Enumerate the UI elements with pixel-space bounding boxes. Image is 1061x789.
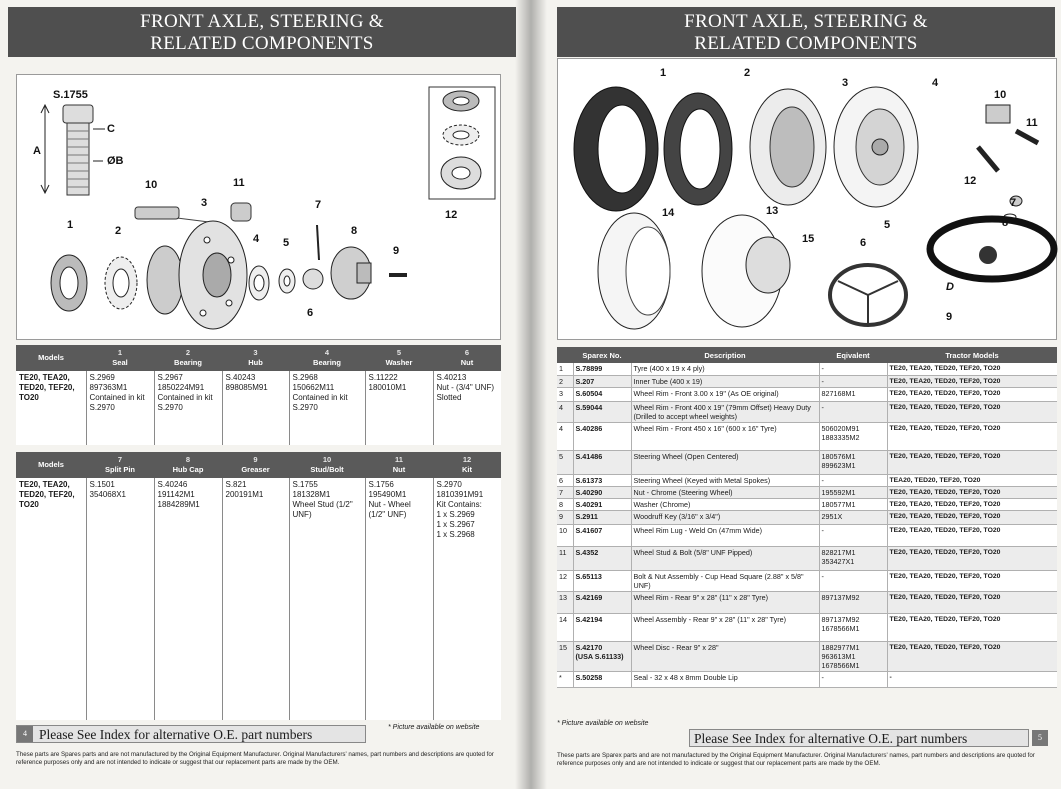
cell-models: TEA20, TED20, TEF20, TO20 (887, 474, 1057, 486)
cell-num: 5 (557, 450, 573, 474)
callout-2: 2 (744, 67, 751, 79)
cell-equiv: - (819, 401, 887, 422)
table-cell: S.40243 898085M91 (222, 371, 289, 445)
cell-ref: S.42169 (573, 591, 631, 613)
wheels-illustration (558, 59, 1058, 341)
table-cell: S.821 200191M1 (222, 478, 289, 720)
disclaimer: These parts are Spares parts and are not manufactured by the Original Equipment Manufacturer. Original Manufacturers' names, part numbers and descriptions are quoted for reference purposes only and are not intended to indicate or suggest that our replacement parts are made by the OEM. (16, 751, 494, 766)
header-seal: Seal (112, 358, 128, 367)
header-washer: Washer (385, 358, 413, 367)
hub-parts-illustration (17, 75, 502, 341)
page-title (8, 7, 516, 57)
callout-11: 11 (1026, 117, 1038, 129)
table-row (557, 613, 1057, 641)
cell-desc: Bolt & Nut Assembly - Cup Head Square (2.88" x 5/8" UNF) (631, 570, 819, 591)
disclaimer: These parts are Sparex parts and are not manufactured by the Original Equipment Manufacturer. Original Manufacturers' names, part numbers and descriptions are quoted for reference purposes only and are not intended to indicate or suggest that our replacement parts are made by the OEM. (557, 752, 1035, 767)
callout-5: 5 (884, 219, 891, 231)
cell-desc: Woodruff Key (3/16" x 3/4") (631, 510, 819, 524)
cell-models: TE20, TEA20, TED20, TEF20, TO20 (887, 498, 1057, 510)
header-hub: Hub (248, 358, 263, 367)
cell-num: 11 (557, 546, 573, 570)
cell-models: TE20, TEA20, TED20, TEF20, TO20 (887, 524, 1057, 546)
page-number: 4 (17, 726, 33, 742)
cell-ref: S.40290 (573, 486, 631, 498)
table-header-row (557, 347, 1057, 363)
cell-ref: S.50258 (573, 671, 631, 687)
header-bearing: Bearing (174, 358, 202, 367)
table-cell: S.40246 191142M1 1884289M1 (154, 478, 222, 720)
cell-desc: Steering Wheel (Open Centered) (631, 450, 819, 474)
cell-equiv: - (819, 375, 887, 387)
table-cell: S.2970 1810391M91 Kit Contains: 1 x S.2969 1 x S.2967 1 x S.2968 (436, 480, 484, 539)
cell-equiv: 180576M1 899623M1 (819, 450, 887, 474)
header-description: Description (631, 347, 819, 363)
cell-equiv: - (819, 363, 887, 375)
parts-list-table (557, 347, 1057, 688)
cell-ref: S.207 (573, 375, 631, 387)
cell-num: 9 (557, 510, 573, 524)
table-row (557, 363, 1057, 375)
header-stud-bolt: Stud/Bolt (310, 465, 344, 474)
cell-ref: S.2911 (573, 510, 631, 524)
cell-ref: S.41486 (573, 450, 631, 474)
header-split-pin: Split Pin (105, 465, 135, 474)
cell-models: TE20, TEA20, TED20, TEF20, TO20 (887, 387, 1057, 401)
picture-note: * Picture available on website (557, 720, 649, 727)
cell-desc: Wheel Rim - Front 400 x 19" (79mm Offset) Heavy Duty (Drilled to accept wheel weights) (631, 401, 819, 422)
cell-ref: S.40291 (573, 498, 631, 510)
parts-table-2 (16, 452, 501, 720)
table-row (557, 422, 1057, 450)
header-hub-cap: Hub Cap (172, 465, 204, 474)
table-row (557, 401, 1057, 422)
cell-num: 1 (557, 363, 573, 375)
wheel-stud-drawing (63, 105, 93, 195)
callout-1: 1 (67, 219, 74, 231)
cell-num: 6 (557, 474, 573, 486)
dimension-c-label: C (107, 123, 115, 135)
table-row (557, 524, 1057, 546)
table-row (557, 671, 1057, 687)
callout-15: 15 (802, 233, 815, 245)
dimension-d-label: D (946, 281, 954, 293)
table-row (557, 486, 1057, 498)
callout-3: 3 (201, 197, 208, 209)
table-row (557, 591, 1057, 613)
cell-ref: S.65113 (573, 570, 631, 591)
wheels-steering-diagram (557, 58, 1057, 340)
cell-models: TE20, TEA20, TED20, TEF20, TO20 (887, 375, 1057, 387)
cell-ref: S.41607 (573, 524, 631, 546)
title-line-2: RELATED COMPONENTS (694, 33, 918, 54)
table-row (557, 641, 1057, 671)
callout-7: 7 (1010, 197, 1017, 209)
cell-models: TE20, TEA20, TED20, TEF20, TO20 (887, 546, 1057, 570)
cell-ref: S.78899 (573, 363, 631, 375)
title-line-1: FRONT AXLE, STEERING & (684, 11, 928, 32)
cell-ref: S.40286 (573, 422, 631, 450)
callout-11: 11 (233, 177, 245, 189)
index-note-bar (689, 729, 1042, 747)
table-row (557, 546, 1057, 570)
table-cell: S.2968 150662M11 Contained in kit S.2970 (289, 371, 365, 445)
callout-9: 9 (393, 245, 400, 257)
cell-equiv: 195592M1 (819, 486, 887, 498)
cell-equiv: 897137M92 (819, 591, 887, 613)
page-title (557, 7, 1055, 57)
table-row (557, 498, 1057, 510)
parts-table-1 (16, 345, 501, 445)
cell-equiv: - (819, 671, 887, 687)
cell-models: TE20, TEA20, TED20, TEF20, TO20 (887, 613, 1057, 641)
title-line-1: FRONT AXLE, STEERING & (140, 11, 384, 32)
page-gutter-shadow (531, 0, 547, 789)
header-models: Models (38, 353, 64, 362)
cell-num: 15 (557, 641, 573, 671)
cell-equiv: 180577M1 (819, 498, 887, 510)
table-row (557, 510, 1057, 524)
cell-num: 14 (557, 613, 573, 641)
cell-desc: Wheel Disc - Rear 9" x 28" (631, 641, 819, 671)
header-sparex-no: Sparex No. (573, 347, 631, 363)
cell-desc: Nut - Chrome (Steering Wheel) (631, 486, 819, 498)
cell-ref: S.60504 (573, 387, 631, 401)
table-row (16, 371, 501, 445)
callout-4: 4 (932, 77, 939, 89)
models-cell: TE20, TEA20, TED20, TEF20, TO20 (16, 478, 86, 720)
cell-desc: Steering Wheel (Keyed with Metal Spokes) (631, 474, 819, 486)
cell-models: TE20, TEA20, TED20, TEF20, TO20 (887, 450, 1057, 474)
table-header-row: Models 1 Seal 2 Bearing 3 Hub 4 Bearing 5 Washer 6 Nut (16, 345, 501, 371)
exploded-hub-diagram (16, 74, 501, 340)
page-gutter-shadow (515, 0, 531, 789)
cell-equiv: - (819, 524, 887, 546)
cell-num: 4 (557, 401, 573, 422)
table-cell: S.1755 181328M1 Wheel Stud (1/2" UNF) (289, 478, 365, 720)
callout-6: 6 (307, 307, 314, 319)
cell-models: TE20, TEA20, TED20, TEF20, TO20 (887, 486, 1057, 498)
header-equivalent: Eqivalent (819, 347, 887, 363)
callout-12: 12 (964, 175, 977, 187)
index-note: Please See Index for alternative O.E. part numbers (39, 727, 313, 742)
cell-models: - (887, 671, 1057, 687)
callout-9: 9 (946, 311, 953, 323)
cell-models: TE20, TEA20, TED20, TEF20, TO20 (887, 510, 1057, 524)
cell-desc: Wheel Rim - Front 450 x 16" (600 x 16" Tyre) (631, 422, 819, 450)
cell-models: TE20, TEA20, TED20, TEF20, TO20 (887, 401, 1057, 422)
cell-desc: Tyre (400 x 19 x 4 ply) (631, 363, 819, 375)
table-row (557, 570, 1057, 591)
callout-7: 7 (315, 199, 322, 211)
table-cell: S.2969 897363M1 Contained in kit S.2970 (86, 371, 154, 445)
header-greaser: Greaser (241, 465, 270, 474)
cell-num: 8 (557, 498, 573, 510)
table-cell: S.1756 195490M1 Nut - Wheel (1/2" UNF) (365, 478, 433, 720)
cell-models: TE20, TEA20, TED20, TEF20, TO20 (887, 363, 1057, 375)
parts-list-body (557, 363, 1057, 687)
cell-desc: Wheel Rim Lug - Weld On (47mm Wide) (631, 524, 819, 546)
cell-models: TE20, TEA20, TED20, TEF20, TO20 (887, 570, 1057, 591)
header-kit: Kit (462, 465, 472, 474)
cell-num: 3 (557, 387, 573, 401)
table-row (557, 375, 1057, 387)
right-page (531, 0, 1061, 789)
table-header-row: Models 7 Split Pin 8 Hub Cap 9 Greaser 10 Stud/Bolt 11 Nut 12 Kit (16, 452, 501, 478)
index-note: Please See Index for alternative O.E. part numbers (694, 731, 968, 746)
cell-equiv: 897137M92 1678566M1 (819, 613, 887, 641)
callout-5: 5 (283, 237, 290, 249)
callout-12: 12 (445, 209, 458, 221)
header-bearing: Bearing (313, 358, 341, 367)
cell-desc: Washer (Chrome) (631, 498, 819, 510)
cell-desc: Wheel Stud & Bolt (5/8" UNF Pipped) (631, 546, 819, 570)
callout-4: 4 (253, 233, 260, 245)
cell-equiv: - (819, 474, 887, 486)
cell-num: 10 (557, 524, 573, 546)
cell-desc: Inner Tube (400 x 19) (631, 375, 819, 387)
index-note-bar (16, 725, 366, 743)
callout-10: 10 (145, 179, 158, 191)
cell-desc: Seal - 32 x 48 x 8mm Double Lip (631, 671, 819, 687)
cell-ref: S.4352 (573, 546, 631, 570)
table-row (557, 450, 1057, 474)
dimension-b-label: ØB (107, 155, 124, 167)
callout-14: 14 (662, 207, 675, 219)
callout-8: 8 (351, 225, 358, 237)
cell-num: 7 (557, 486, 573, 498)
cell-num: 4 (557, 422, 573, 450)
stud-part-label: S.1755 (53, 89, 88, 101)
title-line-2: RELATED COMPONENTS (150, 33, 374, 54)
dimension-a-label: A (33, 145, 41, 157)
cell-desc: Wheel Rim - Front 3.00 x 19" (As OE original) (631, 387, 819, 401)
cell-equiv: 827168M1 (819, 387, 887, 401)
cell-equiv: - (819, 570, 887, 591)
callout-1: 1 (660, 67, 667, 79)
header-nut: Nut (460, 358, 474, 367)
header-number (557, 347, 573, 363)
cell-ref: S.61373 (573, 474, 631, 486)
table-row (557, 474, 1057, 486)
cell-num: * (557, 671, 573, 687)
header-nut: Nut (392, 465, 406, 474)
table-cell: S.11222 180010M1 (365, 371, 433, 445)
cell-equiv: 506020M91 1883335M2 (819, 422, 887, 450)
cell-equiv: 2951X (819, 510, 887, 524)
cell-equiv: 1882977M1 963613M1 1678566M1 (819, 641, 887, 671)
cell-desc: Wheel Assembly - Rear 9" x 28" (11" x 28" Tyre) (631, 613, 819, 641)
table-cell: S.40213 Nut - (3/4" UNF) Slotted (436, 373, 495, 402)
table-row (557, 387, 1057, 401)
callout-8: 8 (1002, 217, 1009, 229)
cell-num: 12 (557, 570, 573, 591)
cell-ref: S.42170 (USA S.61133) (573, 641, 631, 671)
callout-3: 3 (842, 77, 849, 89)
cell-ref: S.59044 (573, 401, 631, 422)
page-number: 5 (1032, 730, 1048, 746)
models-cell: TE20, TEA20, TED20, TEF20, TO20 (16, 371, 86, 445)
picture-note: * Picture available on website (388, 724, 480, 731)
table-row (16, 478, 501, 720)
cell-models: TE20, TEA20, TED20, TEF20, TO20 (887, 641, 1057, 671)
cell-models: TE20, TEA20, TED20, TEF20, TO20 (887, 591, 1057, 613)
header-tractor-models: Tractor Models (887, 347, 1057, 363)
cell-equiv: 828217M1 353427X1 (819, 546, 887, 570)
cell-num: 2 (557, 375, 573, 387)
cell-ref: S.42194 (573, 613, 631, 641)
cell-models: TE20, TEA20, TED20, TEF20, TO20 (887, 422, 1057, 450)
table-cell: S.2967 1850224M91 Contained in kit S.2970 (154, 371, 222, 445)
cell-num: 13 (557, 591, 573, 613)
callout-10: 10 (994, 89, 1007, 101)
callout-13: 13 (766, 205, 779, 217)
callout-6: 6 (860, 237, 867, 249)
cell-desc: Wheel Rim - Rear 9" x 28" (11" x 28" Tyre) (631, 591, 819, 613)
callout-2: 2 (115, 225, 122, 237)
table-cell: S.1501 354068X1 (86, 478, 154, 720)
header-models: Models (38, 460, 64, 469)
